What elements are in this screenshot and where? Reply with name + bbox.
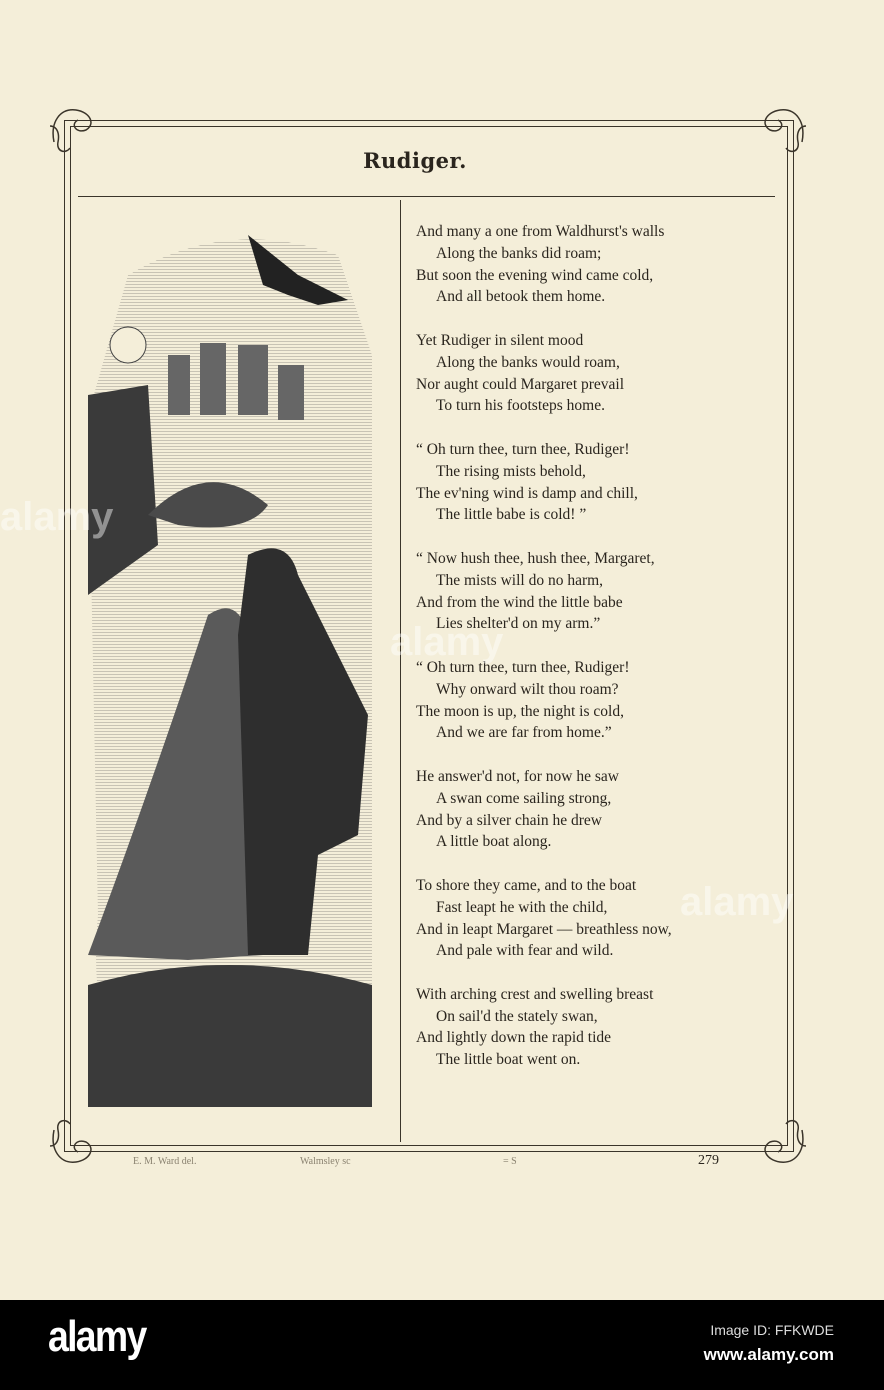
verse-line: Nor aught could Margaret prevail <box>416 375 625 393</box>
page-title: Rudiger. <box>363 148 467 173</box>
verse-line: Lies shelter'd on my arm.” <box>436 615 601 633</box>
corner-ornament-icon <box>754 1114 810 1170</box>
site-url: www.alamy.com <box>703 1345 834 1364</box>
watermark-text: alamy <box>0 495 114 539</box>
stanza <box>416 221 672 308</box>
stanza <box>416 330 672 417</box>
verse-line: And by a silver chain he drew <box>416 811 602 829</box>
artist-credit: E. M. Ward del. <box>133 1156 197 1167</box>
stanza <box>416 984 672 1071</box>
verse-line: And from the wind the little babe <box>416 593 623 611</box>
verse-line: The ev'ning wind is damp and chill, <box>416 484 638 502</box>
verse-line: A little boat along. <box>436 833 552 851</box>
watermark-text: alamy <box>680 880 794 924</box>
verse-line: The little babe is cold! ” <box>436 506 587 524</box>
corner-ornament-icon <box>46 1114 102 1170</box>
verse-line: With arching crest and swelling breast <box>416 985 654 1003</box>
stanza <box>416 657 672 744</box>
verse-line: Why onward wilt thou roam? <box>436 680 619 698</box>
page-number: 279 <box>698 1153 719 1168</box>
verse-line: To shore they came, and to the boat <box>416 876 637 894</box>
verse-line: He answer'd not, for now he saw <box>416 767 619 785</box>
verse-line: “ Oh turn thee, turn thee, Rudiger! <box>416 658 630 676</box>
verse-line: Fast leapt he with the child, <box>436 898 608 916</box>
alamy-logo: alamy <box>48 1312 146 1361</box>
column-divider <box>400 200 401 1142</box>
verse-line: On sail'd the stately swan, <box>436 1007 598 1025</box>
moon <box>110 327 146 363</box>
verse-line: And in leapt Margaret — breathless now, <box>416 920 672 938</box>
verse-line: Yet Rudiger in silent mood <box>416 331 584 349</box>
verse-line: And many a one from Waldhurst's walls <box>416 223 665 240</box>
verse-line: The moon is up, the night is cold, <box>416 702 624 720</box>
verse-line: To turn his footsteps home. <box>436 397 605 415</box>
verse-line: The rising mists behold, <box>436 462 586 480</box>
verse-line: The mists will do no harm, <box>436 571 604 589</box>
verse-line: And all betook them home. <box>436 288 606 306</box>
verse-line: Along the banks did roam; <box>436 244 602 262</box>
stanza <box>416 766 672 853</box>
verse-line: “ Oh turn thee, turn thee, Rudiger! <box>416 440 630 458</box>
image-id: Image ID: FFKWDE <box>710 1322 834 1338</box>
verse-line: And we are far from home.” <box>436 724 612 742</box>
watermark-text: alamy <box>390 620 504 664</box>
verse-line: But soon the evening wind came cold, <box>416 266 654 284</box>
verse-line: And pale with fear and wild. <box>436 942 614 960</box>
engraver-credit: Walmsley sc <box>300 1156 351 1167</box>
verse-line: The little boat went on. <box>436 1051 581 1069</box>
stanza <box>416 439 672 526</box>
header-rule <box>78 196 775 197</box>
signature-mark: = S <box>503 1156 517 1167</box>
verse-line: “ Now hush thee, hush thee, Margaret, <box>416 549 655 567</box>
verse-line: Along the banks would roam, <box>436 353 620 371</box>
stanza <box>416 875 672 962</box>
engraving-illustration <box>88 215 374 1107</box>
verse-line: And lightly down the rapid tide <box>416 1029 612 1047</box>
verse-line: A swan come sailing strong, <box>436 789 612 807</box>
